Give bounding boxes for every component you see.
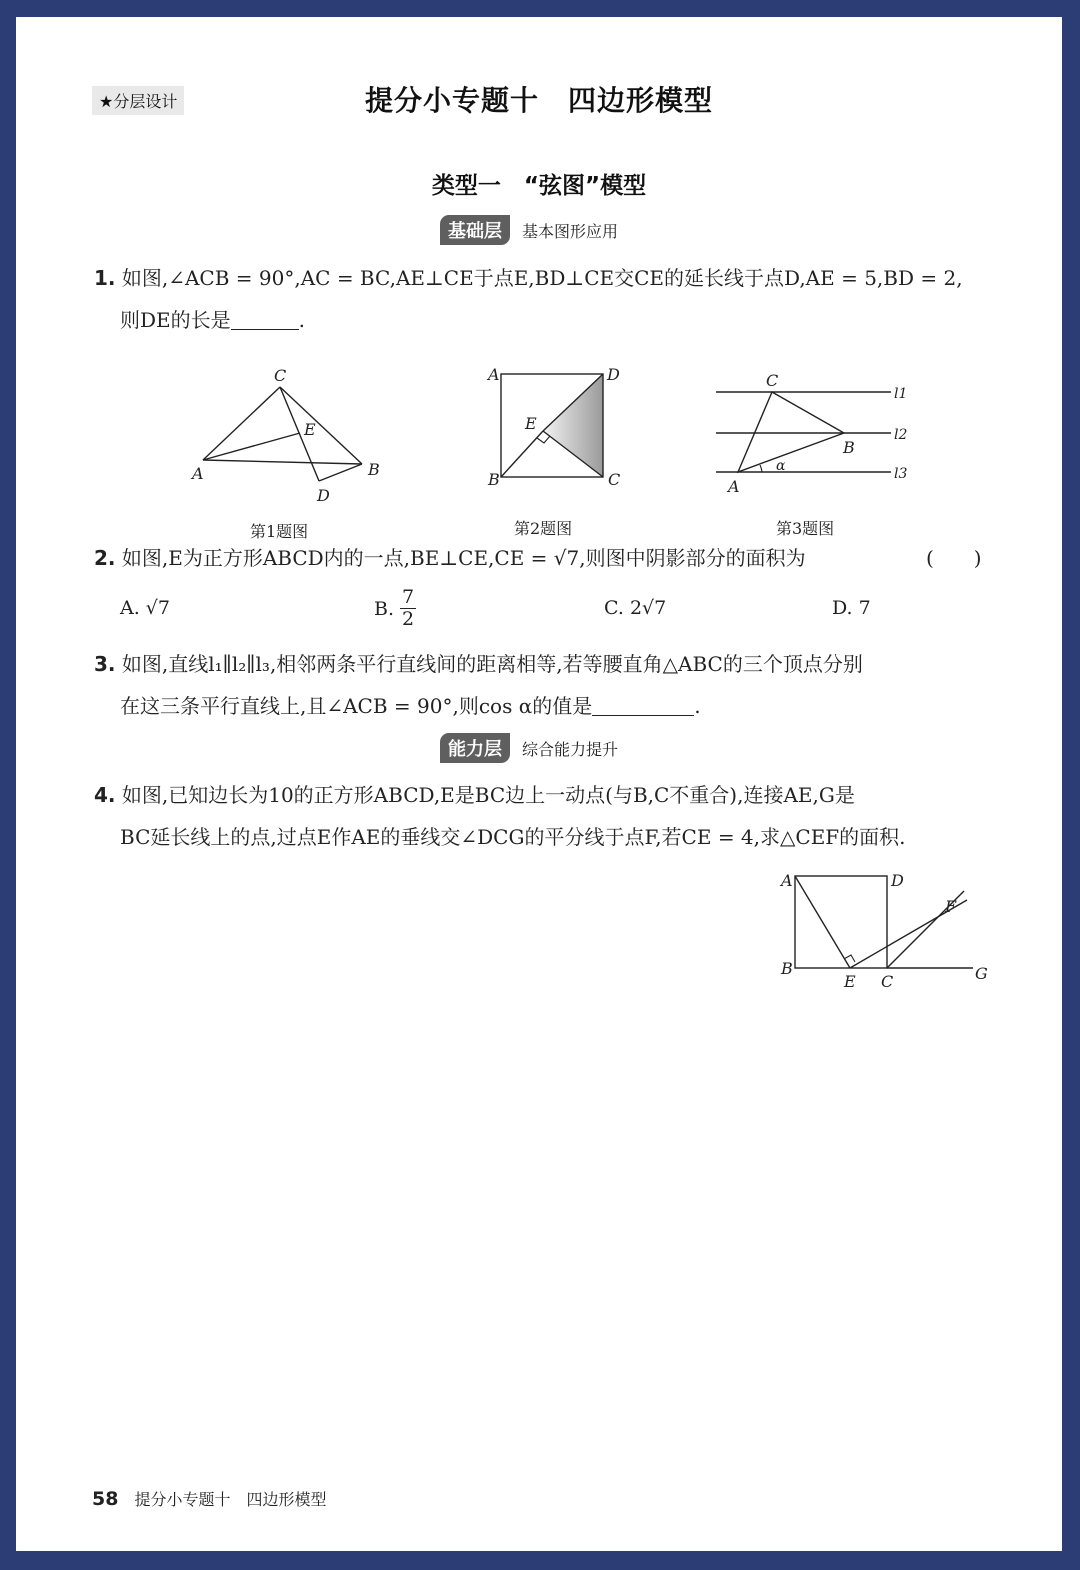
question-3 (94, 643, 1034, 727)
label-A: A (728, 477, 740, 496)
level-advanced (440, 733, 618, 763)
label-E: E (525, 414, 537, 433)
question-number: 2. (94, 546, 116, 570)
question-text: 如图,已知边长为10的正方形ABCD,E是BC边上一动点(与B,C不重合),连接AE,G是 (121, 783, 855, 807)
label-l3: l3 (894, 466, 908, 482)
footer-text: 提分小专题十 四边形模型 (134, 1490, 327, 1509)
figure-caption: 第2题图 (514, 519, 573, 538)
question-text: 如图,∠ACB = 90°,AC = BC,AE⊥CE于点E,BD⊥CE交CE的延长线于点D,AE = 5,BD = 2, (121, 266, 963, 290)
question-text: BC延长线上的点,过点E作AE的垂线交∠DCG的平分线于点F,若CE = 4,求△CEF的面积. (120, 825, 906, 849)
question-4 (94, 774, 1034, 858)
answer-paren[interactable]: ( ) (926, 546, 982, 570)
question-number: 3. (94, 652, 116, 676)
design-tag: ★分层设计 (92, 86, 184, 115)
page-title: 提分小专题十 四边形模型 (364, 84, 713, 117)
label-B: B (843, 438, 855, 457)
option-c[interactable]: C. 2√7 (604, 597, 667, 619)
label-A: A (192, 464, 204, 483)
label-C: C (881, 972, 894, 991)
label-l1: l1 (894, 386, 908, 402)
question-text: 如图,直线l₁∥l₂∥l₃,相邻两条平行直线间的距离相等,若等腰直角△ABC的三个顶点分别 (121, 652, 863, 676)
question-2 (94, 537, 1024, 579)
option-b-prefix: B. (374, 597, 395, 620)
question-text: . (298, 308, 305, 332)
label-D: D (891, 871, 904, 890)
option-d[interactable]: D. 7 (832, 597, 871, 619)
label-l2: l2 (894, 427, 908, 443)
level-badge-advanced: 能力层 (440, 733, 510, 763)
page-number: 58 (92, 1488, 119, 1510)
label-E: E (304, 420, 316, 439)
figure-caption: 第3题图 (776, 519, 835, 538)
figure-3 (706, 367, 946, 547)
level-desc-advanced: 综合能力提升 (522, 740, 619, 759)
label-B: B (368, 460, 380, 479)
fraction-denominator: 2 (402, 608, 415, 630)
question-text: 如图,E为正方形ABCD内的一点,BE⊥CE,CE = √7,则图中阴影部分的面积为 (121, 546, 806, 570)
label-G: G (975, 964, 988, 983)
figure-1 (176, 347, 416, 547)
figure-4 (771, 867, 1001, 997)
label-D: D (317, 486, 330, 505)
fraction-numerator: 7 (402, 586, 415, 608)
question-number: 4. (94, 783, 116, 807)
figure-2 (476, 347, 656, 547)
label-A: A (781, 871, 793, 890)
question-number: 1. (94, 266, 116, 290)
answer-blank[interactable] (231, 309, 299, 330)
option-b[interactable] (374, 587, 416, 630)
level-badge-basic: 基础层 (440, 215, 510, 245)
question-text: . (694, 694, 701, 718)
label-C: C (766, 371, 779, 390)
section-title: 类型一 “弦图”模型 (431, 173, 647, 199)
question-text: 在这三条平行直线上,且∠ACB = 90°,则cos α的值是 (120, 694, 593, 718)
page-footer (92, 1487, 326, 1510)
label-A: A (488, 365, 500, 384)
page (16, 17, 1062, 1551)
label-B: B (781, 959, 793, 978)
option-a[interactable]: A. √7 (120, 597, 170, 619)
label-F: F (945, 897, 957, 916)
label-D: D (607, 365, 620, 384)
label-B: B (488, 470, 500, 489)
figure-caption: 第1题图 (250, 522, 309, 541)
answer-blank[interactable] (592, 695, 694, 716)
level-desc-basic: 基本图形应用 (522, 222, 619, 241)
label-C: C (274, 366, 287, 385)
question-text: 则DE的长是 (120, 308, 231, 332)
level-basic (440, 215, 618, 245)
label-E: E (844, 972, 856, 991)
fraction (400, 587, 416, 630)
question-1 (94, 257, 1024, 341)
label-C: C (608, 470, 621, 489)
label-alpha: α (776, 458, 786, 474)
